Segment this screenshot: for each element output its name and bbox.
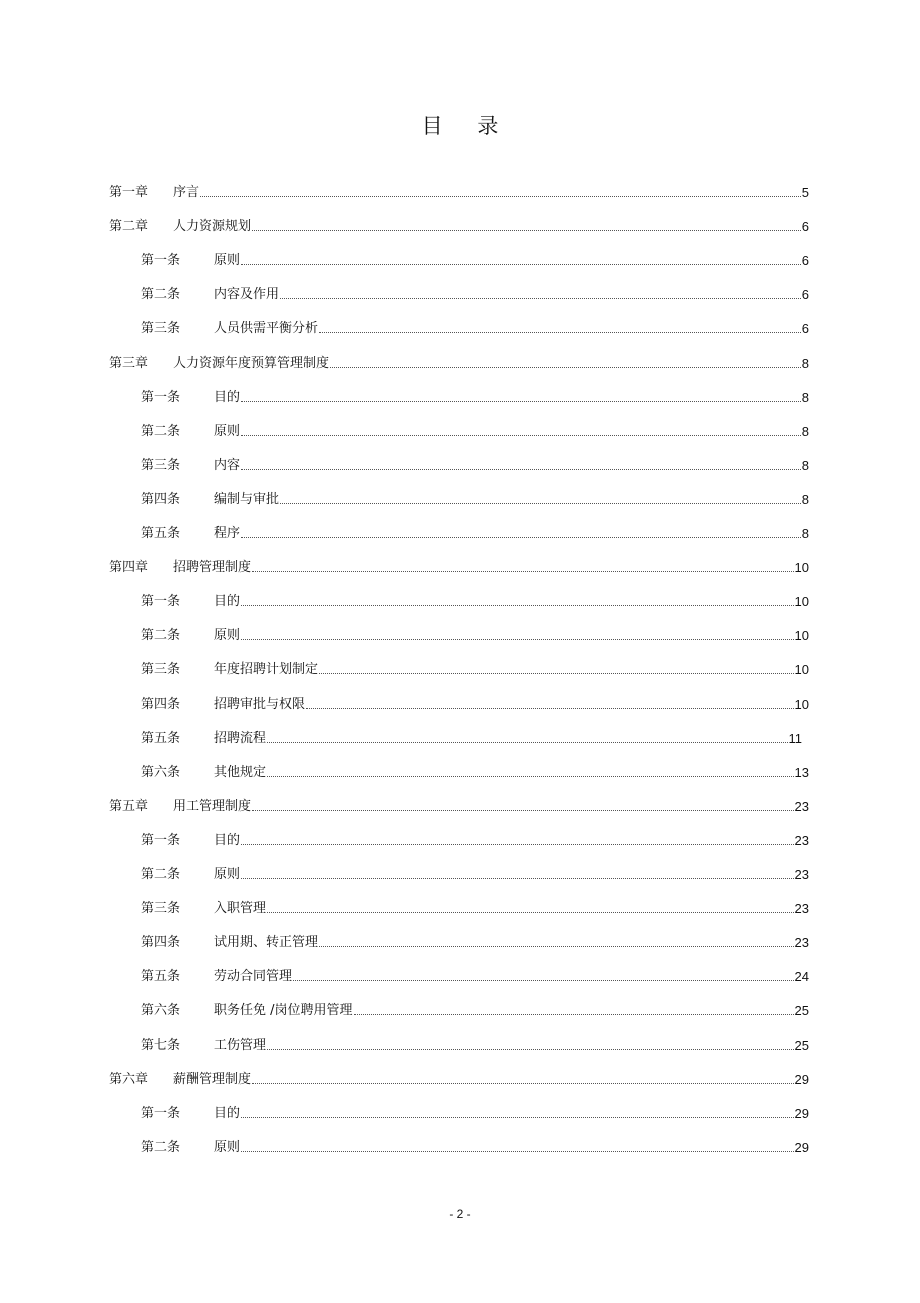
- toc-entry-number: 第四条: [141, 491, 181, 507]
- toc-entry-title: 编制与审批: [214, 491, 280, 507]
- toc-article-entry[interactable]: [141, 929, 809, 951]
- toc-entry-page: 6: [801, 253, 809, 269]
- toc-article-entry[interactable]: [141, 486, 809, 508]
- toc-entry-page: 29: [794, 1105, 809, 1121]
- dot-leader: [280, 298, 801, 299]
- page-number-footer: - 2 -: [449, 1207, 471, 1221]
- toc-entry-number: 第五条: [141, 730, 181, 746]
- toc-entry-page: 13: [794, 764, 809, 780]
- dot-leader: [241, 401, 801, 402]
- toc-entry-title: 年度招聘计划制定: [214, 662, 319, 678]
- toc-entry-title: 目的: [214, 1105, 241, 1121]
- dot-leader: [354, 1014, 794, 1015]
- toc-chapter-entry[interactable]: [109, 554, 809, 576]
- toc-entry-number: 第二条: [141, 287, 181, 303]
- toc-entry-number: 第三条: [141, 457, 181, 473]
- toc-entry-page: 24: [794, 969, 809, 985]
- dot-leader: [252, 1083, 794, 1084]
- dot-leader: [241, 469, 801, 470]
- toc-entry-title: 其他规定: [214, 764, 267, 780]
- toc-entry-page: 6: [801, 321, 809, 337]
- dot-leader: [241, 264, 801, 265]
- toc-entry-page: 10: [794, 560, 809, 576]
- toc-article-entry[interactable]: [141, 691, 809, 713]
- dot-leader: [330, 367, 801, 368]
- toc-entry-number: 第一条: [141, 253, 181, 269]
- toc-entry-title: 目的: [214, 832, 241, 848]
- toc-entry-page: 25: [794, 1003, 809, 1019]
- toc-entry-number: 第四条: [141, 696, 181, 712]
- toc-entry-number: 第一条: [141, 594, 181, 610]
- toc-entry-number: 第二条: [141, 628, 181, 644]
- toc-article-entry[interactable]: [141, 247, 809, 269]
- dot-leader: [241, 605, 794, 606]
- toc-entry-number: 第二条: [141, 867, 181, 882]
- dot-leader: [319, 332, 801, 333]
- toc-entry-number: 第一条: [141, 389, 181, 405]
- toc-chapter-entry[interactable]: [109, 793, 809, 815]
- dot-leader: [319, 946, 794, 947]
- dot-leader: [252, 571, 794, 572]
- toc-article-entry[interactable]: [141, 315, 809, 337]
- toc-entry-page: 5: [801, 185, 809, 200]
- toc-article-entry[interactable]: [141, 656, 809, 678]
- toc-entry-title: 招聘管理制度: [173, 560, 252, 576]
- dot-leader: [252, 810, 794, 811]
- toc-entry-number: 第六条: [141, 764, 181, 780]
- toc-article-entry[interactable]: [141, 452, 809, 474]
- toc-entry-title: 用工管理制度: [173, 798, 252, 814]
- toc-entry-number: 第一条: [141, 1105, 181, 1121]
- toc-article-entry[interactable]: [141, 861, 809, 883]
- toc-entry-title: 人力资源规划: [173, 219, 252, 235]
- toc-entry-title: 程序: [214, 526, 241, 541]
- toc-chapter-entry[interactable]: [109, 213, 809, 235]
- toc-entry-title: 内容及作用: [214, 287, 280, 303]
- toc-entry-page: 8: [801, 457, 809, 473]
- toc-article-entry[interactable]: [141, 1100, 809, 1122]
- toc-entry-page: 10: [794, 628, 809, 644]
- toc-article-entry[interactable]: [141, 997, 809, 1019]
- toc-entry-page: 25: [794, 1037, 809, 1053]
- toc-entry-page: 23: [794, 867, 809, 882]
- toc-entry-page: 29: [794, 1071, 809, 1087]
- toc-entry-title: 原则: [214, 1139, 241, 1155]
- dot-leader: [241, 1151, 794, 1152]
- dot-leader: [241, 878, 794, 879]
- toc-entry-page: 10: [794, 662, 809, 678]
- toc-article-entry[interactable]: [141, 827, 809, 849]
- toc-article-entry[interactable]: [141, 281, 809, 303]
- toc-entry-page: 23: [794, 935, 809, 951]
- toc-article-entry[interactable]: [141, 1134, 809, 1156]
- toc-article-entry[interactable]: [141, 384, 809, 406]
- toc-entry-number: 第五章: [109, 798, 149, 814]
- toc-entry-title: 入职管理: [214, 901, 267, 917]
- toc-entry-title: 原则: [214, 423, 241, 439]
- toc-entry-page: 23: [794, 798, 809, 814]
- toc-entry-page: 10: [794, 696, 809, 712]
- dot-leader: [267, 1049, 794, 1050]
- toc-entry-title: 序言: [173, 185, 200, 200]
- toc-entry-number: 第一条: [141, 832, 181, 848]
- toc-entry-title: 薪酬管理制度: [173, 1071, 252, 1087]
- toc-entry-number: 第三章: [109, 355, 149, 371]
- toc-entry-number: 第三条: [141, 901, 181, 917]
- toc-entry-title: 目的: [214, 389, 241, 405]
- toc-entry-number: 第七条: [141, 1037, 181, 1053]
- toc-article-entry[interactable]: [141, 520, 809, 542]
- dot-leader: [241, 435, 801, 436]
- toc-article-entry[interactable]: [141, 725, 802, 747]
- toc-article-entry[interactable]: [141, 963, 809, 985]
- toc-entry-title: 原则: [214, 867, 241, 882]
- dot-leader: [241, 639, 794, 640]
- toc-entry-title: 人力资源年度预算管理制度: [173, 355, 330, 371]
- dot-leader: [252, 230, 801, 231]
- toc-heading: 目 录: [421, 114, 513, 138]
- toc-entry-number: 第二条: [141, 423, 181, 439]
- toc-entry-page: 23: [794, 832, 809, 848]
- toc-entry-page: 8: [801, 389, 809, 405]
- toc-entry-number: 第三条: [141, 321, 181, 337]
- toc-entry-title: 工伤管理: [214, 1037, 267, 1053]
- dot-leader: [200, 196, 801, 197]
- toc-article-entry[interactable]: [141, 418, 809, 440]
- toc-article-entry[interactable]: [141, 1032, 809, 1054]
- toc-entry-page: 8: [801, 423, 809, 439]
- dot-leader: [293, 980, 794, 981]
- toc-entry-page: 8: [801, 355, 809, 371]
- dot-leader: [319, 673, 794, 674]
- toc-entry-number: 第六条: [141, 1003, 181, 1019]
- toc-chapter-entry[interactable]: [109, 350, 809, 372]
- dot-leader: [306, 708, 794, 709]
- toc-entry-page: 11: [788, 730, 802, 746]
- dot-leader: [241, 537, 801, 538]
- toc-entry-number: 第六章: [109, 1071, 149, 1087]
- toc-entry-title: 招聘审批与权限: [214, 696, 306, 712]
- toc-entry-title: 原则: [214, 253, 241, 269]
- toc-entry-title: 劳动合同管理: [214, 969, 293, 985]
- toc-entry-number: 第二条: [141, 1139, 181, 1155]
- toc-chapter-entry[interactable]: [109, 179, 809, 201]
- toc-entry-number: 第五条: [141, 526, 181, 541]
- toc-chapter-entry[interactable]: [109, 1066, 809, 1088]
- toc-entry-number: 第五条: [141, 969, 181, 985]
- toc-entry-title: 目的: [214, 594, 241, 610]
- toc-entry-page: 6: [801, 287, 809, 303]
- toc-entry-page: 6: [801, 219, 809, 235]
- toc-entry-page: 29: [794, 1139, 809, 1155]
- toc-entry-number: 第二章: [109, 219, 149, 235]
- toc-article-entry[interactable]: [141, 588, 809, 610]
- toc-article-entry[interactable]: [141, 895, 809, 917]
- toc-entry-number: 第四章: [109, 560, 149, 576]
- toc-entry-page: 23: [794, 901, 809, 917]
- toc-entry-number: 第四条: [141, 935, 181, 951]
- toc-article-entry[interactable]: [141, 622, 809, 644]
- toc-entry-title: 原则: [214, 628, 241, 644]
- toc-entry-title: 招聘流程: [214, 730, 267, 746]
- dot-leader: [267, 912, 794, 913]
- dot-leader: [267, 742, 787, 743]
- toc-entry-title: 职务任免 /岗位聘用管理: [214, 1003, 353, 1019]
- toc-entry-title: 人员供需平衡分析: [214, 321, 319, 337]
- toc-article-entry[interactable]: [141, 759, 809, 781]
- dot-leader: [267, 776, 794, 777]
- dot-leader: [241, 844, 794, 845]
- dot-leader: [241, 1117, 794, 1118]
- dot-leader: [280, 503, 801, 504]
- toc-entry-page: 8: [801, 491, 809, 507]
- toc-entry-title: 内容: [214, 457, 241, 473]
- toc-entry-page: 8: [801, 526, 809, 541]
- toc-entry-page: 10: [794, 594, 809, 610]
- toc-entry-number: 第一章: [109, 185, 149, 200]
- toc-entry-title: 试用期、转正管理: [214, 935, 319, 951]
- toc-entry-number: 第三条: [141, 662, 181, 678]
